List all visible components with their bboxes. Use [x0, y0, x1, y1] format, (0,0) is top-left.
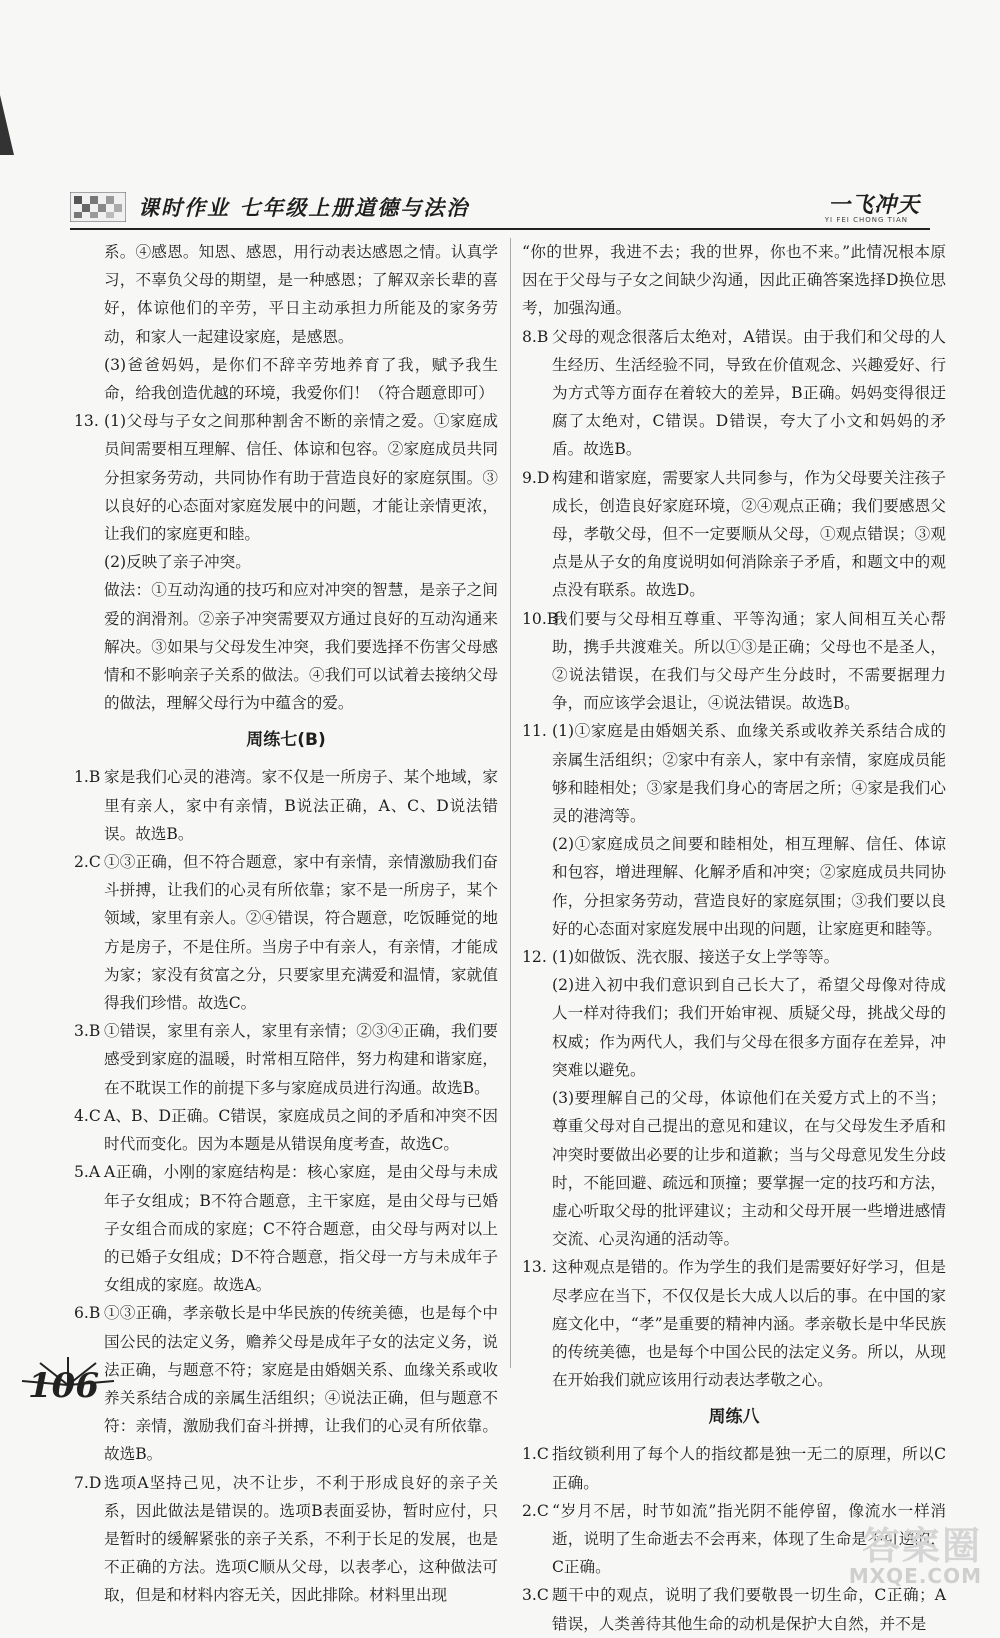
answer-item	[74, 1102, 498, 1158]
item-number: 1.C	[522, 1445, 549, 1464]
answer-text: 做法：①互动沟通的技巧和应对冲突的智慧，是亲子之间爱的润滑剂。②亲子冲突需要双方通过良好的互动沟通来解决。③如果与父母发生冲突，我们要选择不伤害父母感情和不影响亲子关系的做法。④我们可以试着去接纳父母的做法，理解父母行为中蕴含的爱。	[104, 581, 498, 713]
item-number: 12.	[522, 948, 547, 967]
answer-item	[74, 1469, 498, 1610]
item-number: 4.C	[74, 1106, 101, 1125]
answer-item	[522, 605, 946, 718]
item-number: 11.	[522, 722, 547, 741]
section-title: 周练八	[708, 1407, 760, 1428]
book-title: 课时作业 七年级上册道德与法治	[138, 195, 470, 220]
answer-item	[522, 323, 946, 464]
header-rule	[70, 228, 930, 230]
answer-paragraph: (3)爸爸妈妈，是你们不辞辛劳地养育了我，赋予我生命，给我创造优越的环境，我爱你们！（符合题意即可）	[104, 355, 498, 403]
answer-text: “岁月不居，时节如流”指光阴不能停留，像流水一样消逝，说明了生命逝去不会再来，体现了生命是不可逆的，C正确。	[552, 1501, 946, 1577]
answer-item	[74, 848, 498, 1017]
answer-item-13	[74, 407, 498, 717]
answer-text: 指纹锁利用了每个人的指纹都是独一无二的原理，所以C正确。	[552, 1445, 946, 1492]
answer-item	[74, 1299, 498, 1468]
answer-item-11	[522, 717, 946, 943]
answer-text: 这种观点是错的。作为学生的我们是需要好好学习，但是尽孝应在当下，不仅仅是长大成人以后的事。在中国的家庭文化中，“孝”是重要的精神内涵。孝亲敬长是中华民族的传统美德，也是每个中国公民的法定义务。所以，从现在开始我们就应该用行动表达孝敬之心。	[552, 1258, 946, 1390]
item-number: 6.B	[74, 1304, 101, 1323]
watermark-logo: 答案圈	[861, 1524, 982, 1568]
item-number: 7.D	[74, 1473, 102, 1492]
brand-logo: 一飞冲天	[827, 192, 920, 218]
answer-text: (1)①家庭是由婚姻关系、血缘关系或收养关系结合成的亲属生活组织；②家中有亲人，家中有亲情，家庭成员能够和睦相处；③家是我们身心的寄居之所；④家是我们心灵的港湾等。	[552, 722, 946, 826]
section-title: 周练七(B)	[246, 730, 326, 751]
brand-subtitle: YI FEI CHONG TIAN	[824, 216, 908, 224]
answer-item-12	[522, 943, 946, 1253]
answer-item	[74, 1158, 498, 1299]
watermark-url: MXQE.COM	[848, 1564, 982, 1588]
item-number: 2.C	[74, 853, 101, 872]
answer-item	[74, 763, 498, 848]
answer-item	[522, 1440, 946, 1496]
answer-text: 题干中的观点，说明了我们要敬畏一切生命，C正确；A错误，人类善待其他生命的动机是保护大自然，并不是	[552, 1586, 946, 1633]
left-column	[74, 238, 498, 1610]
checker-pattern-icon	[70, 192, 126, 222]
right-column	[522, 238, 946, 1638]
item-number: 10.B	[522, 609, 559, 628]
corner-mark	[0, 95, 14, 155]
answer-text: ①③正确，但不符合题意，家中有亲情，亲情激励我们奋斗拼搏，让我们的心灵有所依靠；家不是一所房子，某个领域，家里有亲人。②④错误，符合题意，吃饭睡觉的地方是房子，不是住所。当房子中有亲人，有亲情，才能成为家；家没有贫富之分，只要家里充满爱和温情，家就值得我们珍惜。故选C。	[104, 853, 498, 1013]
item-number: 8.B	[522, 327, 549, 346]
answer-text: 我们要与父母相互尊重、平等沟通；家人间相互关心帮助，携手共渡难关。所以①③是正确；父母也不是圣人，②说法错误，在我们与父母产生分歧时，不需要据理力争，而应该学会退让，④说法错误。故选B。	[552, 609, 946, 713]
item-number: 5.A	[74, 1163, 101, 1182]
answer-text: A、B、D正确。C错误，家庭成员之间的矛盾和冲突不因时代而变化。因为本题是从错误角度考查，故选C。	[104, 1106, 498, 1154]
answer-paragraph: 系。④感恩。知恩、感恩，用行动表达感恩之情。认真学习，不辜负父母的期望，是一种感恩；了解双亲长辈的喜好，体谅他们的辛劳，平日主动承担力所能及的家务劳动，和家人一起建设家庭，是感恩。	[104, 243, 498, 346]
answer-text: (2)①家庭成员之间要和睦相处，相互理解、信任、体谅和包容，增进理解、化解矛盾和冲突；②家庭成员共同协作，分担家务劳动，营造良好的家庭氛围；③我们要以良好的心态面对家庭发展中出现的问题，让家庭更和睦等。	[552, 835, 946, 938]
answer-text: A正确，小刚的家庭结构是：核心家庭，是由父母与未成年子女组成；B不符合题意，主干家庭，是由父母与已婚子女组合而成的家庭；C不符合题意，由父母与两对以上的已婚子女组成；D不符合题意，指父母一方与未成年子女组成的家庭。故选A。	[104, 1163, 498, 1295]
answer-item	[522, 464, 946, 605]
answer-text: (1)父母与子女之间那种割舍不断的亲情之爱。①家庭成员间需要相互理解、信任、体谅和包容。②家庭成员共同分担家务劳动，共同协作有助于营造良好的家庭氛围。③以良好的心态面对家庭发展中的问题，才能让亲情更浓，让我们的家庭更和睦。	[104, 412, 498, 544]
answer-item-13	[522, 1253, 946, 1394]
answer-item	[522, 1581, 946, 1637]
answer-text-continued: “你的世界，我进不去；我的世界，你也不来。”此情况根本原因在于父母与子女之间缺少沟通，因此正确答案选择D换位思考，加强沟通。	[522, 243, 946, 318]
answer-text: 选项A坚持己见，决不让步，不利于形成良好的亲子关系，因此做法是错误的。选项B表面妥协，暂时应付，只是暂时的缓解紧张的亲子关系，不利于长足的发展，也是不正确的方法。选项C顺从父母，以表孝心，这种做法可取，但是和材料内容无关，因此排除。材料里出现	[104, 1473, 498, 1605]
item-number: 3.B	[74, 1022, 101, 1041]
item-number: 9.D	[522, 468, 550, 487]
answer-item	[74, 1017, 498, 1102]
answer-text: (2)进入初中我们意识到自己长大了，希望父母像对待成人一样对待我们；我们开始审视、质疑父母，挑战父母的权威；作为两代人，我们与父母在很多方面存在差异，冲突难以避免。	[552, 976, 946, 1079]
item-number: 2.C	[522, 1501, 549, 1520]
item-number: 13.	[522, 1258, 547, 1277]
item-number: 1.B	[74, 768, 101, 787]
page-number: 106	[28, 1366, 99, 1406]
answer-text: (2)反映了亲子冲突。	[104, 553, 251, 572]
column-divider	[510, 238, 511, 1368]
answer-text: (3)要理解自己的父母，体谅他们在关爱方式上的不当；尊重父母对自己提出的意见和建议，在与父母发生矛盾和冲突时要做出必要的让步和道歉；当与父母意见发生分歧时，不能回避、疏远和顶撞；要掌握一定的技巧和方法，虚心听取父母的批评建议；主动和父母开展一些增进感情交流、心灵沟通的活动等。	[552, 1089, 946, 1249]
item-number: 13.	[74, 412, 99, 431]
answer-text: 构建和谐家庭，需要家人共同参与，作为父母要关注孩子成长，创造良好家庭环境，②④观点正确；我们要感恩父母，孝敬父母，但不一定要顺从父母，①观点错误；③观点是从子女的角度说明如何消除亲子矛盾，和题文中的观点没有联系。故选D。	[552, 468, 946, 600]
answer-text: ①③正确，孝亲敬长是中华民族的传统美德，也是每个中国公民的法定义务，赡养父母是成年子女的法定义务，说法正确，与题意不符；家庭是由婚姻关系、血缘关系或收养关系结合成的亲属生活组织；④说法正确，但与题意不符：亲情，激励我们奋斗拼搏，让我们的心灵有所依靠。故选B。	[104, 1304, 498, 1464]
answer-text: ①错误，家里有亲人，家里有亲情；②③④正确，我们要感受到家庭的温暖，时常相互陪伴，努力构建和谐家庭，在不耽误工作的前提下多与家庭成员进行沟通。故选B。	[104, 1022, 498, 1097]
item-number: 3.C	[522, 1586, 549, 1605]
page-header	[70, 188, 930, 230]
answer-text: 父母的观念很落后太绝对，A错误。由于我们和父母的人生经历、生活经验不同，导致在价值观念、兴趣爱好、行为方式等方面存在着较大的差异，B正确。妈妈变得很迂腐了太绝对，C错误。D错误，夸大了小文和妈妈的矛盾。故选B。	[552, 327, 946, 459]
answer-text: 家是我们心灵的港湾。家不仅是一所房子、某个地域，家里有亲人，家中有亲情，B说法正确，A、C、D说法错误。故选B。	[104, 768, 498, 843]
answer-text: (1)如做饭、洗衣服、接送子女上学等等。	[552, 948, 840, 967]
